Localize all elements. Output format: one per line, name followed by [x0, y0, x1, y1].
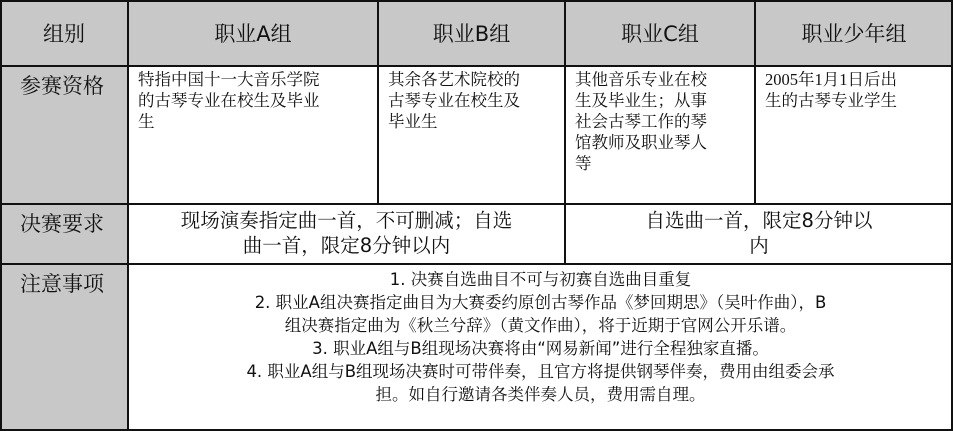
note-line: 1. 决赛自选曲目不可与初赛自选曲目重复 — [389, 270, 692, 289]
row-divider — [0, 65, 953, 67]
note-line: 担。如自行邀请各类伴奏人员，费用需自理。 — [375, 385, 706, 404]
eligibility-pro-b — [378, 66, 565, 204]
text-line: 生及毕业生；从事 — [575, 91, 707, 110]
text-line: 等 — [575, 154, 592, 173]
column-divider — [754, 0, 756, 204]
label-notes: 注意事项 — [0, 264, 128, 431]
header-pro-c: 职业C组 — [565, 0, 755, 66]
header-group: 组别 — [0, 0, 128, 66]
final-pro-c-junior — [565, 204, 953, 264]
eligibility-junior — [755, 66, 953, 204]
final-pro-ab — [128, 204, 565, 264]
header-junior: 职业少年组 — [755, 0, 953, 66]
border-left — [0, 0, 2, 431]
label-eligibility: 参赛资格 — [0, 66, 128, 204]
text-line: 其他音乐专业在校 — [575, 70, 707, 89]
border-top — [0, 0, 953, 2]
text-line: 社会古琴工作的琴 — [575, 112, 707, 131]
row-divider — [0, 203, 953, 205]
notes-content — [128, 264, 953, 431]
header-pro-b: 职业B组 — [378, 0, 565, 66]
note-line: 3. 职业A组与B组现场决赛将由“网易新闻”进行全程独家直播。 — [312, 339, 769, 358]
header-pro-a: 职业A组 — [128, 0, 378, 66]
column-divider — [377, 0, 379, 204]
label-final: 决赛要求 — [0, 204, 128, 264]
text-line: 生的古琴专业学生 — [765, 91, 897, 110]
text-line: 自选曲一首，限定8分钟以 — [645, 209, 873, 232]
text-line: 古琴专业在校生及 — [388, 91, 520, 110]
row-divider — [0, 263, 953, 265]
text-line: 曲一首，限定8分钟以内 — [242, 234, 451, 257]
note-line: 2. 职业A组决赛指定曲目为大赛委约原创古琴作品《梦回期思》（吴叶作曲），B — [254, 293, 827, 312]
text-line: 特指中国十一大音乐学院 — [138, 70, 320, 89]
column-divider — [127, 0, 129, 431]
text-line: 其余各艺术院校的 — [388, 70, 520, 89]
note-line: 4. 职业A组与B组现场决赛时可带伴奏，且官方将提供钢琴伴奏，费用由组委会承 — [246, 362, 835, 381]
note-line: 组决赛指定曲为《秋兰兮辞》（黄文作曲），将于近期于官网公开乐谱。 — [284, 316, 797, 335]
text-line: 毕业生 — [388, 112, 438, 131]
eligibility-pro-c — [565, 66, 755, 204]
text-line: 内 — [749, 234, 769, 257]
text-line: 现场演奏指定曲一首，不可删减；自选 — [180, 209, 513, 232]
text-line: 生 — [138, 112, 155, 131]
column-divider — [564, 0, 566, 264]
eligibility-pro-a — [128, 66, 378, 204]
text-line: 的古琴专业在校生及毕业 — [138, 91, 320, 110]
text-line: 馆教师及职业琴人 — [575, 133, 707, 152]
text-line: 2005年1月1日后出 — [765, 70, 897, 89]
